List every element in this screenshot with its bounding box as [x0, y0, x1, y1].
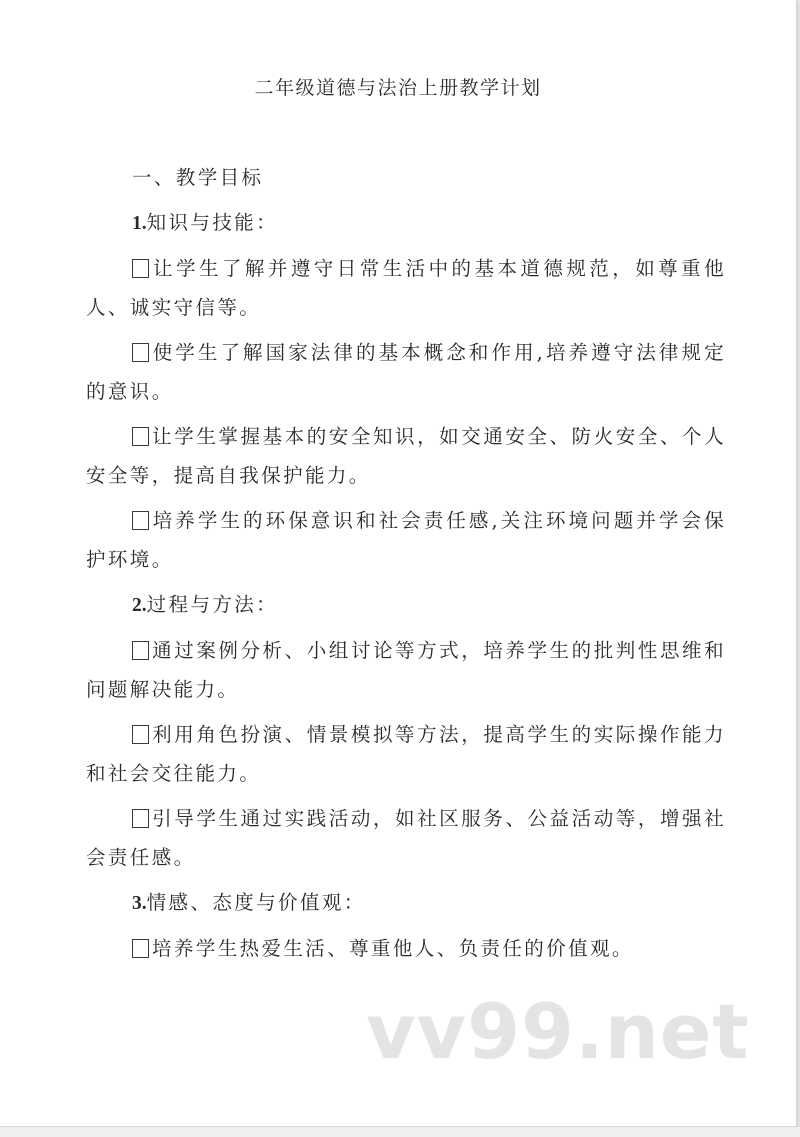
checkbox-icon: [132, 725, 149, 744]
subheading-emotions-values: [86, 883, 726, 923]
objective-text: 通过案例分析、小组讨论等方式，培养学生的批判性思维和问题解决能力。: [86, 639, 726, 701]
subheading-text: 情感、态度与价值观：: [146, 891, 366, 914]
subheading-number: 2.: [132, 595, 147, 616]
document-body: [86, 158, 726, 974]
objective-text: 让学生了解并遵守日常生活中的基本道德规范，如尊重他人、诚实守信等。: [86, 257, 726, 319]
objective-item: [86, 715, 726, 793]
watermark-logo: vv99.net: [366, 987, 750, 1076]
checkbox-icon: [132, 939, 149, 958]
subheading-number: 1.: [132, 213, 147, 234]
document-title: 二年级道德与法治上册教学计划: [254, 77, 542, 99]
checkbox-icon: [132, 427, 149, 446]
subheading-process-methods: [86, 585, 726, 625]
objective-item: [86, 417, 726, 495]
checkbox-icon: [132, 511, 149, 530]
page-footer-strip: [0, 1127, 800, 1137]
objective-text: 培养学生的环保意识和社会责任感,关注环境问题并学会保护环境。: [86, 509, 726, 571]
checkbox-icon: [132, 641, 149, 660]
subheading-knowledge-skills: [86, 203, 726, 243]
objective-text: 培养学生热爱生活、尊重他人、负责任的价值观。: [152, 937, 634, 960]
section-heading: 一、教学目标: [132, 166, 264, 189]
objective-text: 使学生了解国家法律的基本概念和作用,培养遵守法律规定的意识。: [86, 341, 726, 403]
objective-item: [86, 333, 726, 411]
objective-text: 让学生掌握基本的安全知识，如交通安全、防火安全、个人安全等，提高自我保护能力。: [86, 425, 726, 487]
objective-item: [86, 249, 726, 327]
objective-item: [86, 501, 726, 579]
subheading-text: 知识与技能：: [146, 211, 279, 234]
checkbox-icon: [132, 809, 149, 828]
subheading-text: 过程与方法：: [146, 593, 279, 616]
objective-text: 引导学生通过实践活动，如社区服务、公益活动等，增强社会责任感。: [86, 807, 726, 869]
checkbox-icon: [132, 259, 149, 278]
objective-item: [86, 929, 726, 968]
subheading-number: 3.: [132, 893, 147, 914]
objective-item: [86, 799, 726, 877]
checkbox-icon: [132, 343, 149, 362]
objective-text: 利用角色扮演、情景模拟等方法，提高学生的实际操作能力和社会交往能力。: [86, 723, 726, 785]
objective-item: [86, 631, 726, 709]
